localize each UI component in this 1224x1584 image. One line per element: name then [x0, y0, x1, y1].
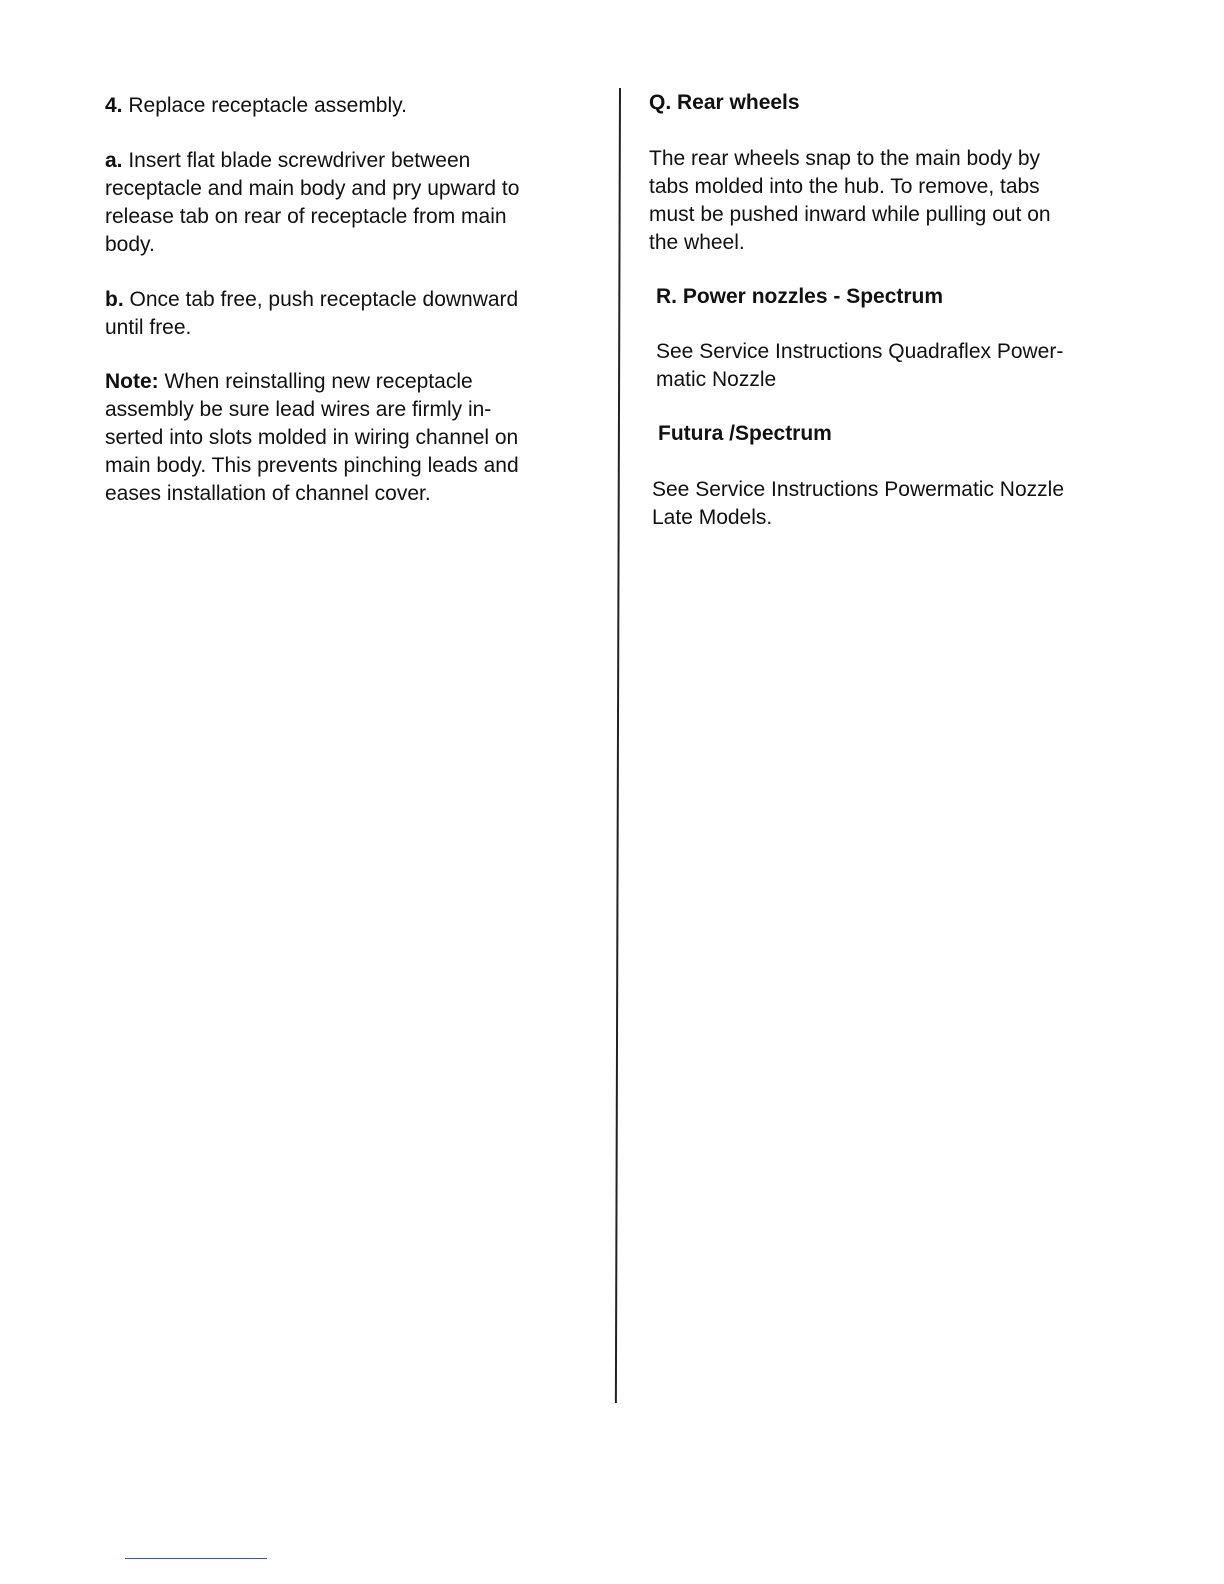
step-b-line-1: Once tab free, push receptacle downward — [123, 288, 519, 311]
note-line-4: main body. This prevents pinching leads and — [105, 454, 519, 477]
futura-body — [652, 476, 1122, 532]
note-line-5: eases installation of channel cover. — [105, 482, 431, 505]
step-b-label: b. — [105, 288, 124, 311]
section-r-body — [656, 338, 1121, 394]
section-q-line-2: tabs molded into the hub. To remove, tabs — [649, 175, 1040, 198]
futura-line-1: See Service Instructions Powermatic Nozzle — [652, 478, 1064, 501]
section-q-line-3: must be pushed inward while pulling out on — [649, 203, 1051, 226]
section-r-heading: R. Power nozzles - Spectrum — [656, 285, 944, 308]
step-a — [105, 147, 575, 259]
step-4 — [105, 92, 407, 120]
step-a-label: a. — [105, 149, 123, 172]
note-line-3: serted into slots molded in wiring channel on — [105, 426, 519, 449]
section-r-line-2: matic Nozzle — [656, 368, 777, 391]
step-a-line-4: body. — [105, 233, 155, 256]
section-q-body — [649, 145, 1119, 257]
step-b — [105, 286, 575, 342]
column-divider — [615, 88, 621, 1403]
section-q-heading: Q. Rear wheels — [649, 91, 800, 114]
section-q-line-4: the wheel. — [649, 231, 745, 254]
futura-line-2: Late Models. — [652, 506, 773, 529]
step-4-text: Replace receptacle assembly. — [122, 94, 407, 117]
step-a-line-1: Insert flat blade screwdriver between — [122, 149, 471, 172]
note-line-2: assembly be sure lead wires are firmly in- — [105, 398, 492, 421]
step-b-line-2: until free. — [105, 316, 192, 339]
note — [105, 368, 575, 508]
note-label: Note: — [105, 370, 159, 393]
futura-heading: Futura /Spectrum — [658, 422, 832, 445]
note-line-1: When reinstalling new receptacle — [158, 370, 473, 393]
step-4-number: 4. — [105, 94, 123, 117]
section-r-line-1: See Service Instructions Quadraflex Power- — [656, 340, 1064, 363]
section-q-line-1: The rear wheels snap to the main body by — [649, 147, 1041, 170]
step-a-line-3: release tab on rear of receptacle from main — [105, 205, 507, 228]
footer-rule — [125, 1558, 267, 1559]
step-a-line-2: receptacle and main body and pry upward to — [105, 177, 520, 200]
